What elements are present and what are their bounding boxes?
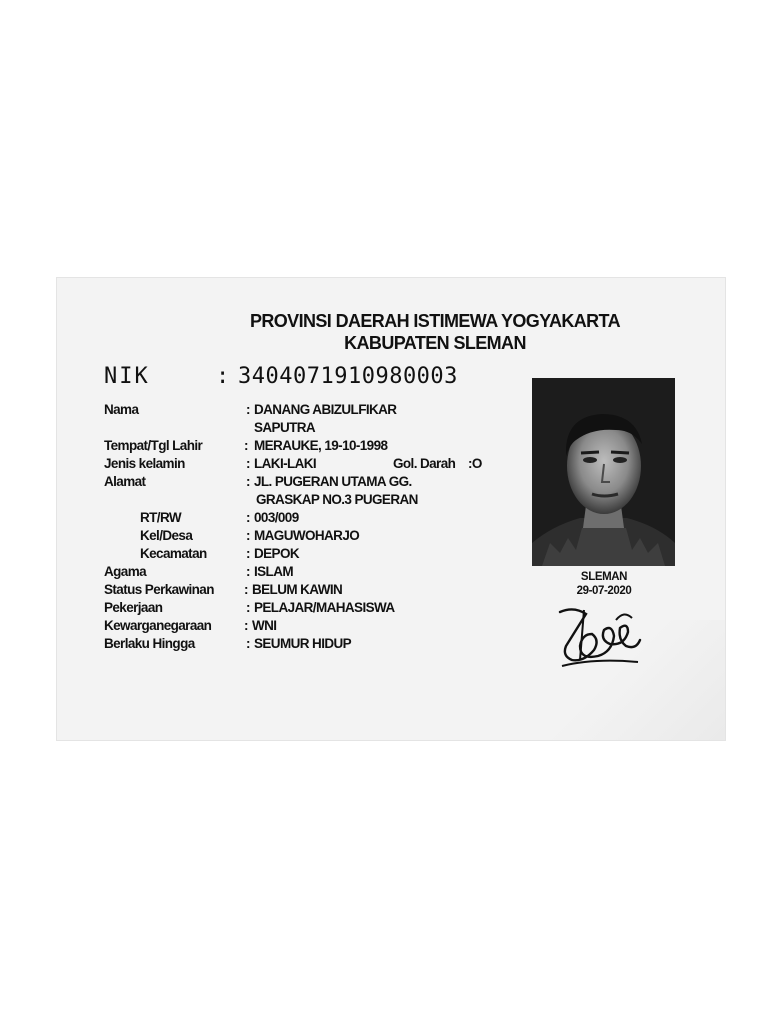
field-colon: : bbox=[244, 618, 248, 633]
field-colon: : bbox=[244, 582, 248, 597]
regency-title: KABUPATEN SLEMAN bbox=[344, 333, 526, 353]
field-label: Nama bbox=[104, 402, 139, 417]
nik-value: 3404071910980003 bbox=[238, 364, 458, 389]
field-label: Berlaku Hingga bbox=[104, 636, 195, 651]
field-value: MERAUKE, 19-10-1998 bbox=[254, 438, 388, 453]
blood-type-value: :O bbox=[468, 456, 482, 471]
id-card bbox=[57, 278, 725, 740]
field-colon: : bbox=[246, 636, 250, 651]
field-label: RT/RW bbox=[140, 510, 181, 525]
field-colon: : bbox=[246, 510, 250, 525]
field-label: Status Perkawinan bbox=[104, 582, 214, 597]
field-value: PELAJAR/MAHASISWA bbox=[254, 600, 395, 615]
field-value: DANANG ABIZULFIKAR bbox=[254, 402, 397, 417]
field-colon: : bbox=[246, 456, 250, 471]
province-title: PROVINSI DAERAH ISTIMEWA YOGYAKARTA bbox=[249, 311, 621, 331]
field-colon: : bbox=[246, 600, 250, 615]
nik-colon: : bbox=[216, 364, 230, 389]
field-label: Kel/Desa bbox=[140, 528, 193, 543]
field-value: MAGUWOHARJO bbox=[254, 528, 360, 543]
field-value: GRASKAP NO.3 PUGERAN bbox=[256, 492, 418, 507]
field-label: Alamat bbox=[104, 474, 146, 489]
blood-type-label: Gol. Darah bbox=[393, 456, 456, 471]
field-value: WNI bbox=[252, 618, 277, 633]
field-colon: : bbox=[246, 402, 250, 417]
field-value: BELUM KAWIN bbox=[252, 582, 343, 597]
field-label: Agama bbox=[104, 564, 147, 579]
portrait-illustration bbox=[532, 378, 675, 566]
field-label: Pekerjaan bbox=[104, 600, 163, 615]
issue-date: 29-07-2020 bbox=[576, 585, 632, 597]
field-label: Kecamatan bbox=[140, 546, 207, 561]
field-colon: : bbox=[246, 564, 250, 579]
field-colon: : bbox=[246, 528, 250, 543]
nik-label: NIK bbox=[104, 364, 150, 389]
portrait-photo bbox=[532, 378, 675, 566]
signature-icon bbox=[554, 600, 644, 670]
field-colon: : bbox=[246, 546, 250, 561]
field-value: LAKI-LAKI bbox=[254, 456, 317, 471]
field-label: Jenis kelamin bbox=[104, 456, 185, 471]
field-colon: : bbox=[244, 438, 248, 453]
field-value: ISLAM bbox=[254, 564, 293, 579]
field-value: JL. PUGERAN UTAMA GG. bbox=[254, 474, 412, 489]
field-label: Tempat/Tgl Lahir bbox=[104, 438, 203, 453]
field-value: SAPUTRA bbox=[254, 420, 316, 435]
field-label: Kewarganegaraan bbox=[104, 618, 212, 633]
field-value: SEUMUR HIDUP bbox=[254, 636, 352, 651]
field-value: 003/009 bbox=[254, 510, 299, 525]
field-colon: : bbox=[246, 474, 250, 489]
issue-city: SLEMAN bbox=[580, 571, 628, 583]
field-value: DEPOK bbox=[254, 546, 300, 561]
